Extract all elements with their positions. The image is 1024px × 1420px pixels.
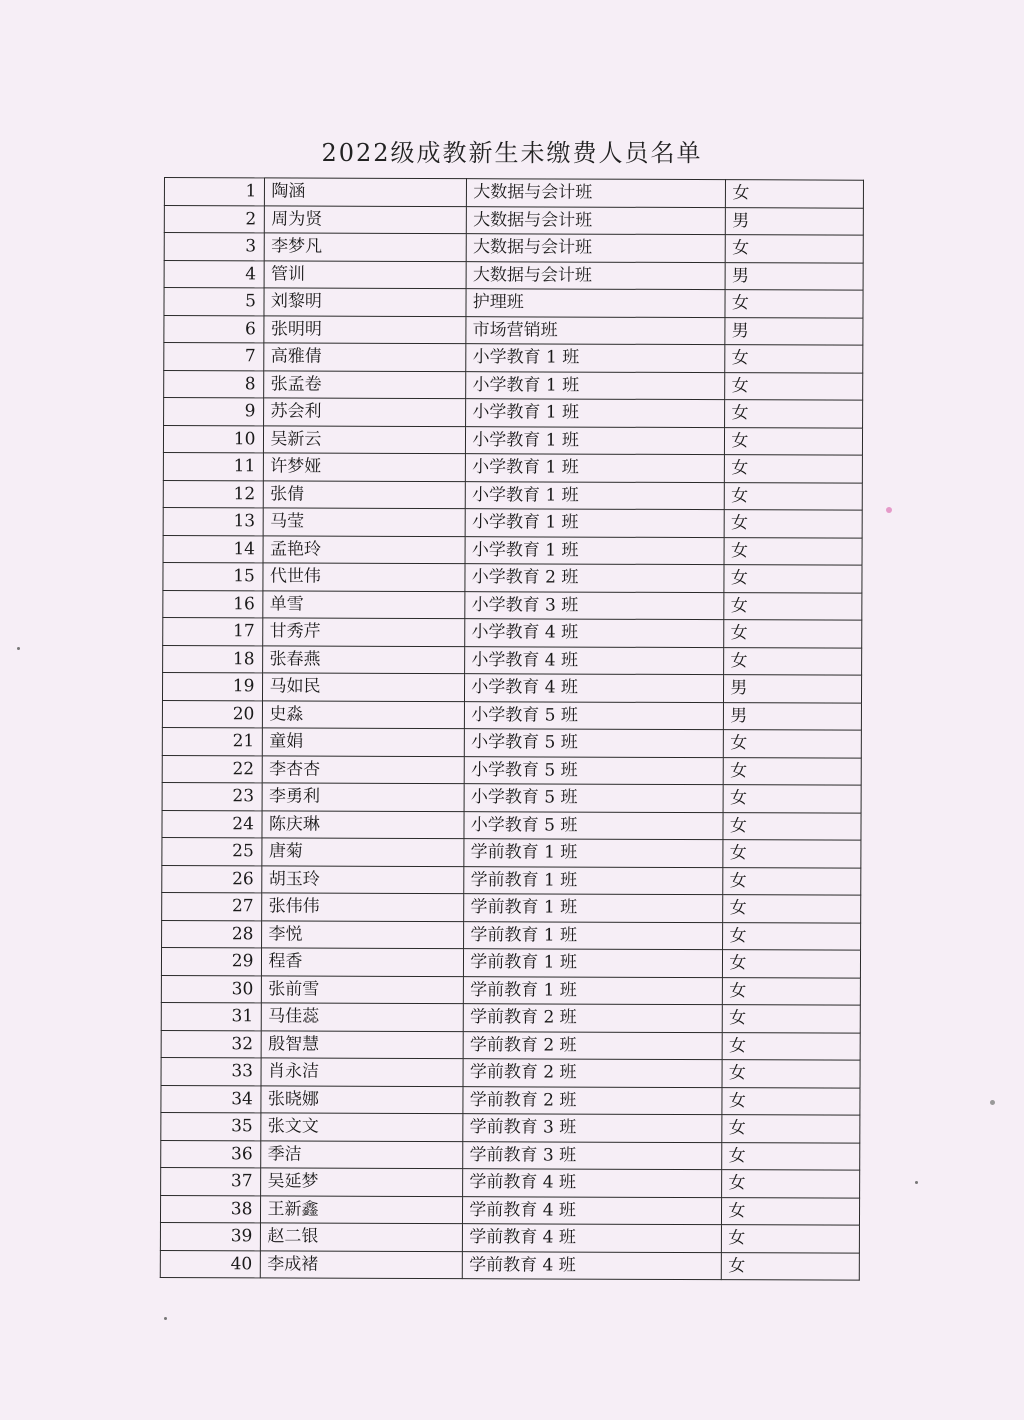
table-row: [161, 1002, 860, 1032]
student-name: 张伟伟: [262, 893, 464, 921]
class-name: 小学教育 5 班: [465, 729, 724, 757]
student-name: 李成褚: [261, 1250, 463, 1278]
table-row: [160, 1222, 859, 1252]
row-number: 27: [162, 892, 263, 920]
student-name: 苏会利: [264, 398, 466, 426]
student-name: 李悦: [262, 920, 464, 948]
table-row: [164, 370, 863, 400]
gender: 女: [722, 1225, 860, 1253]
table-row: [160, 1250, 859, 1280]
student-name: 单雪: [263, 590, 465, 618]
class-name: 学前教育 1 班: [464, 866, 723, 894]
row-number: 6: [164, 315, 265, 343]
table-row: [161, 1167, 860, 1197]
student-name: 程香: [262, 948, 464, 976]
gender: 女: [723, 1005, 861, 1033]
scan-speck: [164, 1317, 167, 1320]
student-name: 唐菊: [262, 838, 464, 866]
gender: 女: [726, 235, 864, 263]
gender: 女: [722, 1252, 860, 1280]
class-name: 学前教育 4 班: [463, 1224, 722, 1252]
class-name: 小学教育 1 班: [466, 371, 725, 399]
class-name: 学前教育 1 班: [464, 921, 723, 949]
student-name: 马佳蕊: [262, 1003, 464, 1031]
row-number: 25: [162, 837, 263, 865]
table-row: [162, 700, 861, 730]
row-number: 26: [162, 865, 263, 893]
row-number: 23: [162, 782, 263, 810]
student-name: 张晓娜: [261, 1085, 463, 1113]
student-name: 童娟: [263, 728, 465, 756]
student-name: 代世伟: [263, 563, 465, 591]
class-name: 小学教育 1 班: [466, 399, 725, 427]
gender: 女: [723, 812, 861, 840]
gender: 女: [725, 345, 863, 373]
gender: 女: [726, 180, 864, 208]
table-row: [163, 535, 862, 565]
class-name: 小学教育 1 班: [466, 454, 725, 482]
row-number: 31: [161, 1002, 262, 1030]
student-name: 李勇利: [262, 783, 464, 811]
table-row: [162, 755, 861, 785]
student-name: 吴延梦: [261, 1168, 463, 1196]
gender: 女: [724, 730, 862, 758]
student-name: 胡玉玲: [262, 865, 464, 893]
row-number: 5: [164, 288, 265, 316]
row-number: 8: [164, 370, 265, 398]
student-name: 陶涵: [265, 178, 467, 206]
table-row: [163, 645, 862, 675]
student-name: 王新鑫: [261, 1195, 463, 1223]
scan-speck: [990, 1100, 995, 1105]
scan-speck: [886, 507, 892, 513]
student-name: 马莹: [264, 508, 466, 536]
table-row: [161, 1030, 860, 1060]
gender: 男: [725, 262, 863, 290]
gender: 女: [723, 867, 861, 895]
class-name: 小学教育 4 班: [465, 646, 724, 674]
class-name: 小学教育 2 班: [465, 564, 724, 592]
class-name: 小学教育 5 班: [464, 756, 723, 784]
row-number: 12: [163, 480, 264, 508]
class-name: 小学教育 4 班: [465, 674, 724, 702]
gender: 女: [725, 400, 863, 428]
table-row: [162, 920, 861, 950]
row-number: 30: [161, 975, 262, 1003]
gender: 女: [722, 1197, 860, 1225]
student-name: 肖永洁: [261, 1058, 463, 1086]
class-name: 学前教育 1 班: [464, 894, 723, 922]
row-number: 19: [162, 672, 263, 700]
gender: 女: [723, 785, 861, 813]
table-row: [164, 315, 863, 345]
student-name: 马如民: [263, 673, 465, 701]
class-name: 学前教育 1 班: [464, 949, 723, 977]
student-name: 李杏杏: [263, 755, 465, 783]
row-number: 24: [162, 810, 263, 838]
table-row: [162, 837, 861, 867]
class-name: 大数据与会计班: [467, 206, 726, 234]
row-number: 3: [164, 233, 265, 261]
gender: 女: [723, 950, 861, 978]
gender: 女: [725, 372, 863, 400]
table-row: [163, 562, 862, 592]
row-number: 33: [161, 1057, 262, 1085]
scan-speck: [17, 647, 20, 650]
row-number: 36: [161, 1140, 262, 1168]
row-number: 34: [161, 1085, 262, 1113]
row-number: 28: [162, 920, 263, 948]
student-name: 张孟卷: [264, 370, 466, 398]
row-number: 13: [163, 507, 264, 535]
class-name: 学前教育 2 班: [464, 1004, 723, 1032]
gender: 女: [725, 290, 863, 318]
table-row: [162, 892, 861, 922]
student-name: 张前雪: [262, 975, 464, 1003]
class-name: 学前教育 2 班: [463, 1086, 722, 1114]
student-name: 吴新云: [264, 425, 466, 453]
class-name: 学前教育 1 班: [464, 976, 723, 1004]
class-name: 小学教育 3 班: [465, 591, 724, 619]
table-row: [161, 1140, 860, 1170]
row-number: 18: [163, 645, 264, 673]
gender: 男: [725, 317, 863, 345]
gender: 女: [724, 537, 862, 565]
class-name: 护理班: [466, 289, 725, 317]
class-name: 大数据与会计班: [466, 261, 725, 289]
row-number: 16: [163, 590, 264, 618]
class-name: 小学教育 1 班: [466, 481, 725, 509]
table-row: [163, 425, 862, 455]
class-name: 学前教育 4 班: [463, 1169, 722, 1197]
gender: 女: [725, 427, 863, 455]
student-name: 张倩: [264, 480, 466, 508]
table-row: [164, 260, 863, 290]
row-number: 39: [160, 1222, 261, 1250]
table-row: [162, 727, 861, 757]
row-number: 37: [161, 1167, 262, 1195]
row-number: 2: [164, 205, 265, 233]
class-name: 学前教育 4 班: [463, 1251, 722, 1279]
row-number: 38: [160, 1195, 261, 1223]
class-name: 学前教育 3 班: [463, 1114, 722, 1142]
row-number: 7: [164, 343, 265, 371]
student-name: 殷智慧: [262, 1030, 464, 1058]
class-name: 小学教育 5 班: [465, 701, 724, 729]
table-row: [164, 178, 863, 208]
table-row: [162, 865, 861, 895]
gender: 女: [722, 1142, 860, 1170]
table-row: [163, 452, 862, 482]
student-name: 许梦娅: [264, 453, 466, 481]
gender: 女: [723, 922, 861, 950]
gender: 女: [722, 1170, 860, 1198]
class-name: 小学教育 5 班: [464, 784, 723, 812]
table-row: [163, 480, 862, 510]
table-row: [164, 288, 863, 318]
row-number: 10: [163, 425, 264, 453]
table-body: [160, 178, 863, 1281]
class-name: 小学教育 1 班: [465, 509, 724, 537]
table-row: [162, 782, 861, 812]
gender: 男: [724, 675, 862, 703]
gender: 女: [722, 1087, 860, 1115]
class-name: 学前教育 2 班: [463, 1031, 722, 1059]
row-number: 20: [162, 700, 263, 728]
table-row: [164, 205, 863, 235]
gender: 女: [723, 840, 861, 868]
table-row: [164, 233, 863, 263]
class-name: 学前教育 1 班: [464, 839, 723, 867]
class-name: 市场营销班: [466, 316, 725, 344]
student-name: 陈庆琳: [262, 810, 464, 838]
student-name: 甘秀芹: [263, 618, 465, 646]
student-name: 赵二银: [261, 1223, 463, 1251]
row-number: 29: [161, 947, 262, 975]
student-name: 季洁: [261, 1140, 463, 1168]
table-row: [162, 672, 861, 702]
table-row: [161, 947, 860, 977]
student-name: 张明明: [264, 315, 466, 343]
gender: 女: [722, 1060, 860, 1088]
row-number: 14: [163, 535, 264, 563]
row-number: 40: [160, 1250, 261, 1278]
gender: 女: [723, 1032, 861, 1060]
row-number: 17: [163, 617, 264, 645]
class-name: 学前教育 3 班: [463, 1141, 722, 1169]
row-number: 1: [164, 178, 265, 206]
scan-speck: [915, 1181, 918, 1184]
gender: 女: [722, 1115, 860, 1143]
student-name: 李梦凡: [265, 233, 467, 261]
row-number: 15: [163, 562, 264, 590]
gender: 女: [723, 977, 861, 1005]
gender: 女: [724, 647, 862, 675]
class-name: 小学教育 5 班: [464, 811, 723, 839]
student-name: 孟艳玲: [263, 535, 465, 563]
student-name: 周为贤: [265, 205, 467, 233]
gender: 女: [725, 482, 863, 510]
class-name: 学前教育 4 班: [463, 1196, 722, 1224]
row-number: 21: [162, 727, 263, 755]
student-name: 张春燕: [263, 645, 465, 673]
gender: 女: [724, 620, 862, 648]
class-name: 大数据与会计班: [466, 234, 725, 262]
document-title: 2022级成教新生未缴费人员名单: [321, 139, 703, 167]
row-number: 22: [162, 755, 263, 783]
gender: 女: [724, 592, 862, 620]
class-name: 大数据与会计班: [467, 179, 726, 207]
table-row: [163, 507, 862, 537]
row-number: 32: [161, 1030, 262, 1058]
table-row: [164, 343, 863, 373]
table-row: [164, 398, 863, 428]
table-row: [162, 810, 861, 840]
unpaid-students-table: [160, 177, 864, 1281]
gender: 女: [725, 510, 863, 538]
table-row: [161, 1085, 860, 1115]
gender: 女: [724, 757, 862, 785]
class-name: 小学教育 1 班: [465, 536, 724, 564]
table-row: [160, 1195, 859, 1225]
student-name: 高雅倩: [264, 343, 466, 371]
table-row: [161, 975, 860, 1005]
gender: 女: [723, 895, 861, 923]
class-name: 小学教育 1 班: [466, 344, 725, 372]
row-number: 4: [164, 260, 265, 288]
table-row: [163, 617, 862, 647]
gender: 男: [724, 702, 862, 730]
student-name: 刘黎明: [264, 288, 466, 316]
gender: 男: [726, 207, 864, 235]
student-name: 史淼: [263, 700, 465, 728]
student-name: 张文文: [261, 1113, 463, 1141]
gender: 女: [724, 565, 862, 593]
class-name: 学前教育 2 班: [463, 1059, 722, 1087]
table-row: [163, 590, 862, 620]
class-name: 小学教育 1 班: [466, 426, 725, 454]
row-number: 9: [164, 398, 265, 426]
student-name: 管训: [264, 260, 466, 288]
row-number: 11: [163, 452, 264, 480]
table-row: [161, 1057, 860, 1087]
class-name: 小学教育 4 班: [465, 619, 724, 647]
gender: 女: [725, 455, 863, 483]
table-row: [161, 1112, 860, 1142]
row-number: 35: [161, 1112, 262, 1140]
